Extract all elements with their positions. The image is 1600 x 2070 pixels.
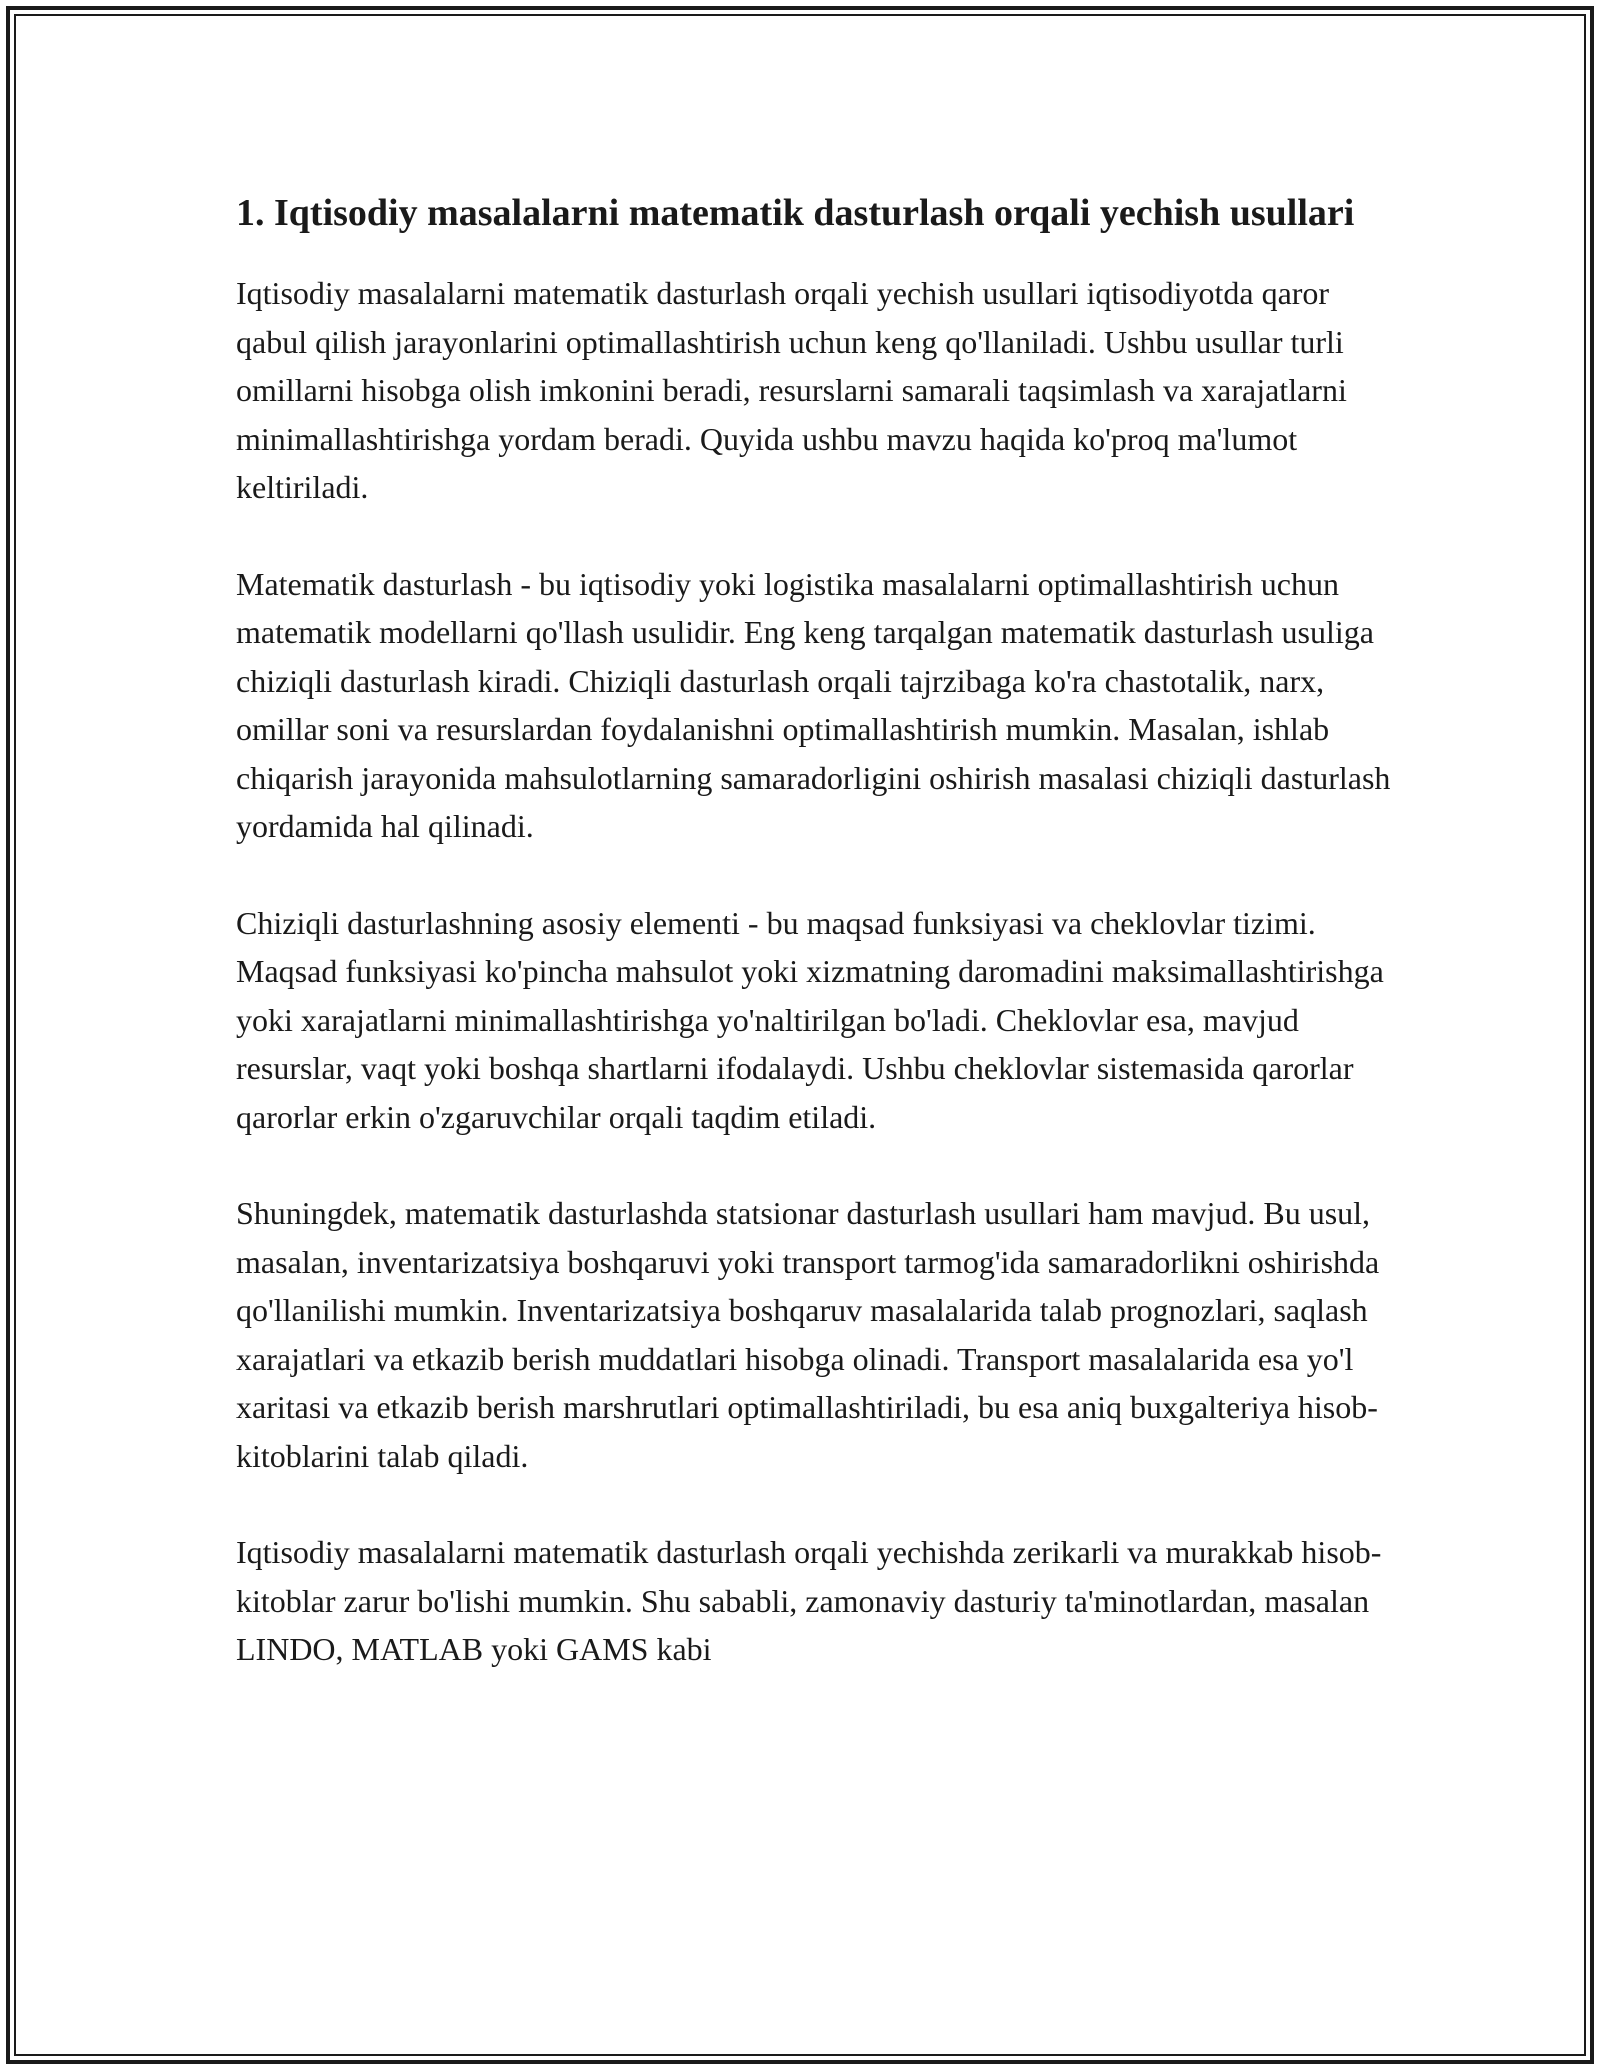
- document-body: [236, 186, 1396, 1674]
- paragraph-mathematical-programming: Matematik dasturlash - bu iqtisodiy yoki logistika masalalarni optimallashtirish uchun matematik modellarni qo'llash usulidir. Eng keng tarqalgan matematik dasturlash usuliga chiziqli dasturlash kiradi. Chiziqli dasturlash orqali tajrzibaga ko'ra chastotalik, narx, omillar soni va resurslardan foydalanishni optimallashtirish mumkin. Masalan, ishlab chiqarish jarayonida mahsulotlarning samaradorligini oshirish masalasi chiziqli dasturlash yordamida hal qilinadi.: [236, 565, 1391, 844]
- section-heading: 1. Iqtisodiy masalalarni matematik dasturlash orqali yechish usullari: [236, 192, 1355, 234]
- paragraph-stationary-programming: Shuningdek, matematik dasturlashda statsionar dasturlash usullari ham mavjud. Bu usul, masalan, inventarizatsiya boshqaruvi yoki transport tarmog'ida samaradorlikni oshirishda qo'llanilishi mumkin. Inventarizatsiya boshqaruv masalalarida talab prognozlari, saqlash xarajatlari va etkazib berish muddatlari hisobga olinadi. Transport masalalarida esa yo'l xaritasi va etkazib berish marshrutlari optimallashtiriladi, bu esa aniq buxgalteriya hisob-kitoblarini talab qiladi.: [236, 1195, 1380, 1474]
- paragraph-linear-programming-elements: Chiziqli dasturlashning asosiy elementi - bu maqsad funksiyasi va cheklovlar tizimi. Maqsad funksiyasi ko'pincha mahsulot yoki xizmatning daromadini maksimallashtirishga yoki xarajatlarni minimallashtirishga yo'naltirilgan bo'ladi. Cheklovlar esa, mavjud resurslar, vaqt yoki boshqa shartlarni ifodalaydi. Ushbu cheklovlar sistemasida qarorlar qarorlar erkin o'zgaruvchilar orqali taqdim etiladi.: [236, 904, 1384, 1135]
- paragraph-software-tools: Iqtisodiy masalalarni matematik dasturlash orqali yechishda zerikarli va murakkab hisob-kitoblar zarur bo'lishi mumkin. Shu sababli, zamonaviy dasturiy ta'minotlardan, masalan LINDO, MATLAB yoki GAMS kabi: [236, 1534, 1382, 1667]
- paragraph-intro: Iqtisodiy masalalarni matematik dasturlash orqali yechish usullari iqtisodiyotda qaror qabul qilish jarayonlarini optimallashtirish uchun keng qo'llaniladi. Ushbu usullar turli omillarni hisobga olish imkonini beradi, resurslarni samarali taqsimlash va xarajatlarni minimallashtirishga yordam beradi. Quyida ushbu mavzu haqida ko'proq ma'lumot keltiriladi.: [236, 275, 1347, 505]
